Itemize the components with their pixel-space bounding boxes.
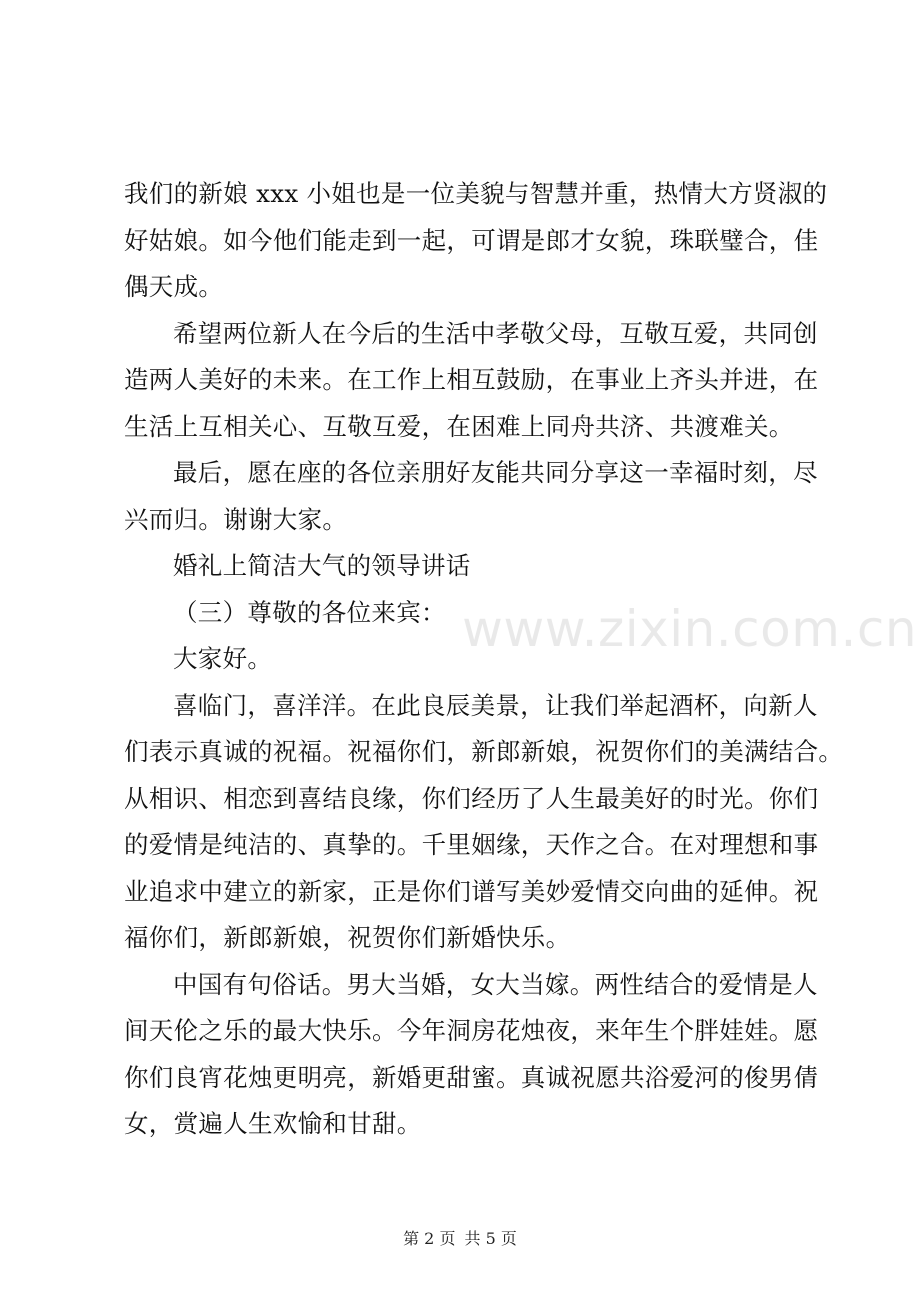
text-line: 好姑娘。如今他们能走到一起，可谓是郎才女貌，珠联璧合，佳: [124, 225, 819, 255]
text-line: 最后，愿在座的各位亲朋好友能共同分享这一幸福时刻，尽: [173, 458, 818, 487]
text-line: 喜临门，喜洋洋。在此良辰美景，让我们举起酒杯，向新人: [173, 690, 818, 720]
text-line: 生活上互相关心、互敬互爱，在困难上同舟共济、共渡难关。: [124, 411, 794, 441]
text-line: 兴而归。谢谢大家。: [124, 504, 348, 534]
text-line: 你们良宵花烛更明亮，新婚更甜蜜。真诚祝愿共浴爱河的俊男倩: [124, 1062, 819, 1092]
page-footer: [0, 1226, 920, 1249]
paragraph: [124, 636, 814, 683]
paragraph: [124, 683, 844, 962]
paragraph: [124, 543, 814, 590]
text-line: 从相识、相恋到喜结良缘，你们经历了人生最美好的时光。你们: [124, 783, 819, 813]
text-line: 女，赏遍人生欢愉和甘甜。: [124, 1109, 422, 1138]
text-line: 间天伦之乐的最大快乐。今年洞房花烛夜，来年生个胖娃娃。愿: [124, 1016, 819, 1045]
text-line: 福你们，新郎新娘，祝贺你们新婚快乐。: [124, 923, 571, 952]
page-number: 第 2 页: [403, 1229, 456, 1248]
text-line: 业追求中建立的新家，正是你们谱写美妙爱情交向曲的延伸。祝: [124, 876, 819, 906]
text-line: 中国有句俗话。男大当婚，女大当嫁。两性结合的爱情是人: [173, 969, 818, 999]
paragraph: [124, 590, 814, 637]
text-line: （三）尊敬的各位来宾：: [173, 597, 446, 627]
text-line: 们表示真诚的祝福。祝福你们，新郎新娘，祝贺你们的美满结合。: [124, 737, 844, 766]
text-line: 的爱情是纯洁的、真挚的。千里姻缘，天作之合。在对理想和事: [124, 830, 819, 859]
paragraph: [124, 962, 819, 1148]
paragraph: [124, 450, 818, 543]
watermark: www.zixin.com.cn: [462, 600, 918, 658]
text-line: 希望两位新人在今后的生活中孝敬父母，互敬互爱，共同创: [173, 318, 818, 348]
text-line: 大家好。: [173, 644, 273, 673]
text-line: 偶天成。: [124, 272, 224, 301]
document-body: [124, 171, 844, 1148]
text-line: 我们的新娘 xxx 小姐也是一位美貌与智慧并重，热情大方贤淑的: [124, 179, 828, 208]
paragraph: [124, 311, 819, 451]
page-total: 共 5 页: [464, 1229, 517, 1248]
paragraph: [124, 171, 828, 311]
text-line: 造两人美好的未来。在工作上相互鼓励，在事业上齐头并进，在: [124, 365, 819, 394]
text-line: 婚礼上简洁大气的领导讲话: [173, 551, 471, 580]
